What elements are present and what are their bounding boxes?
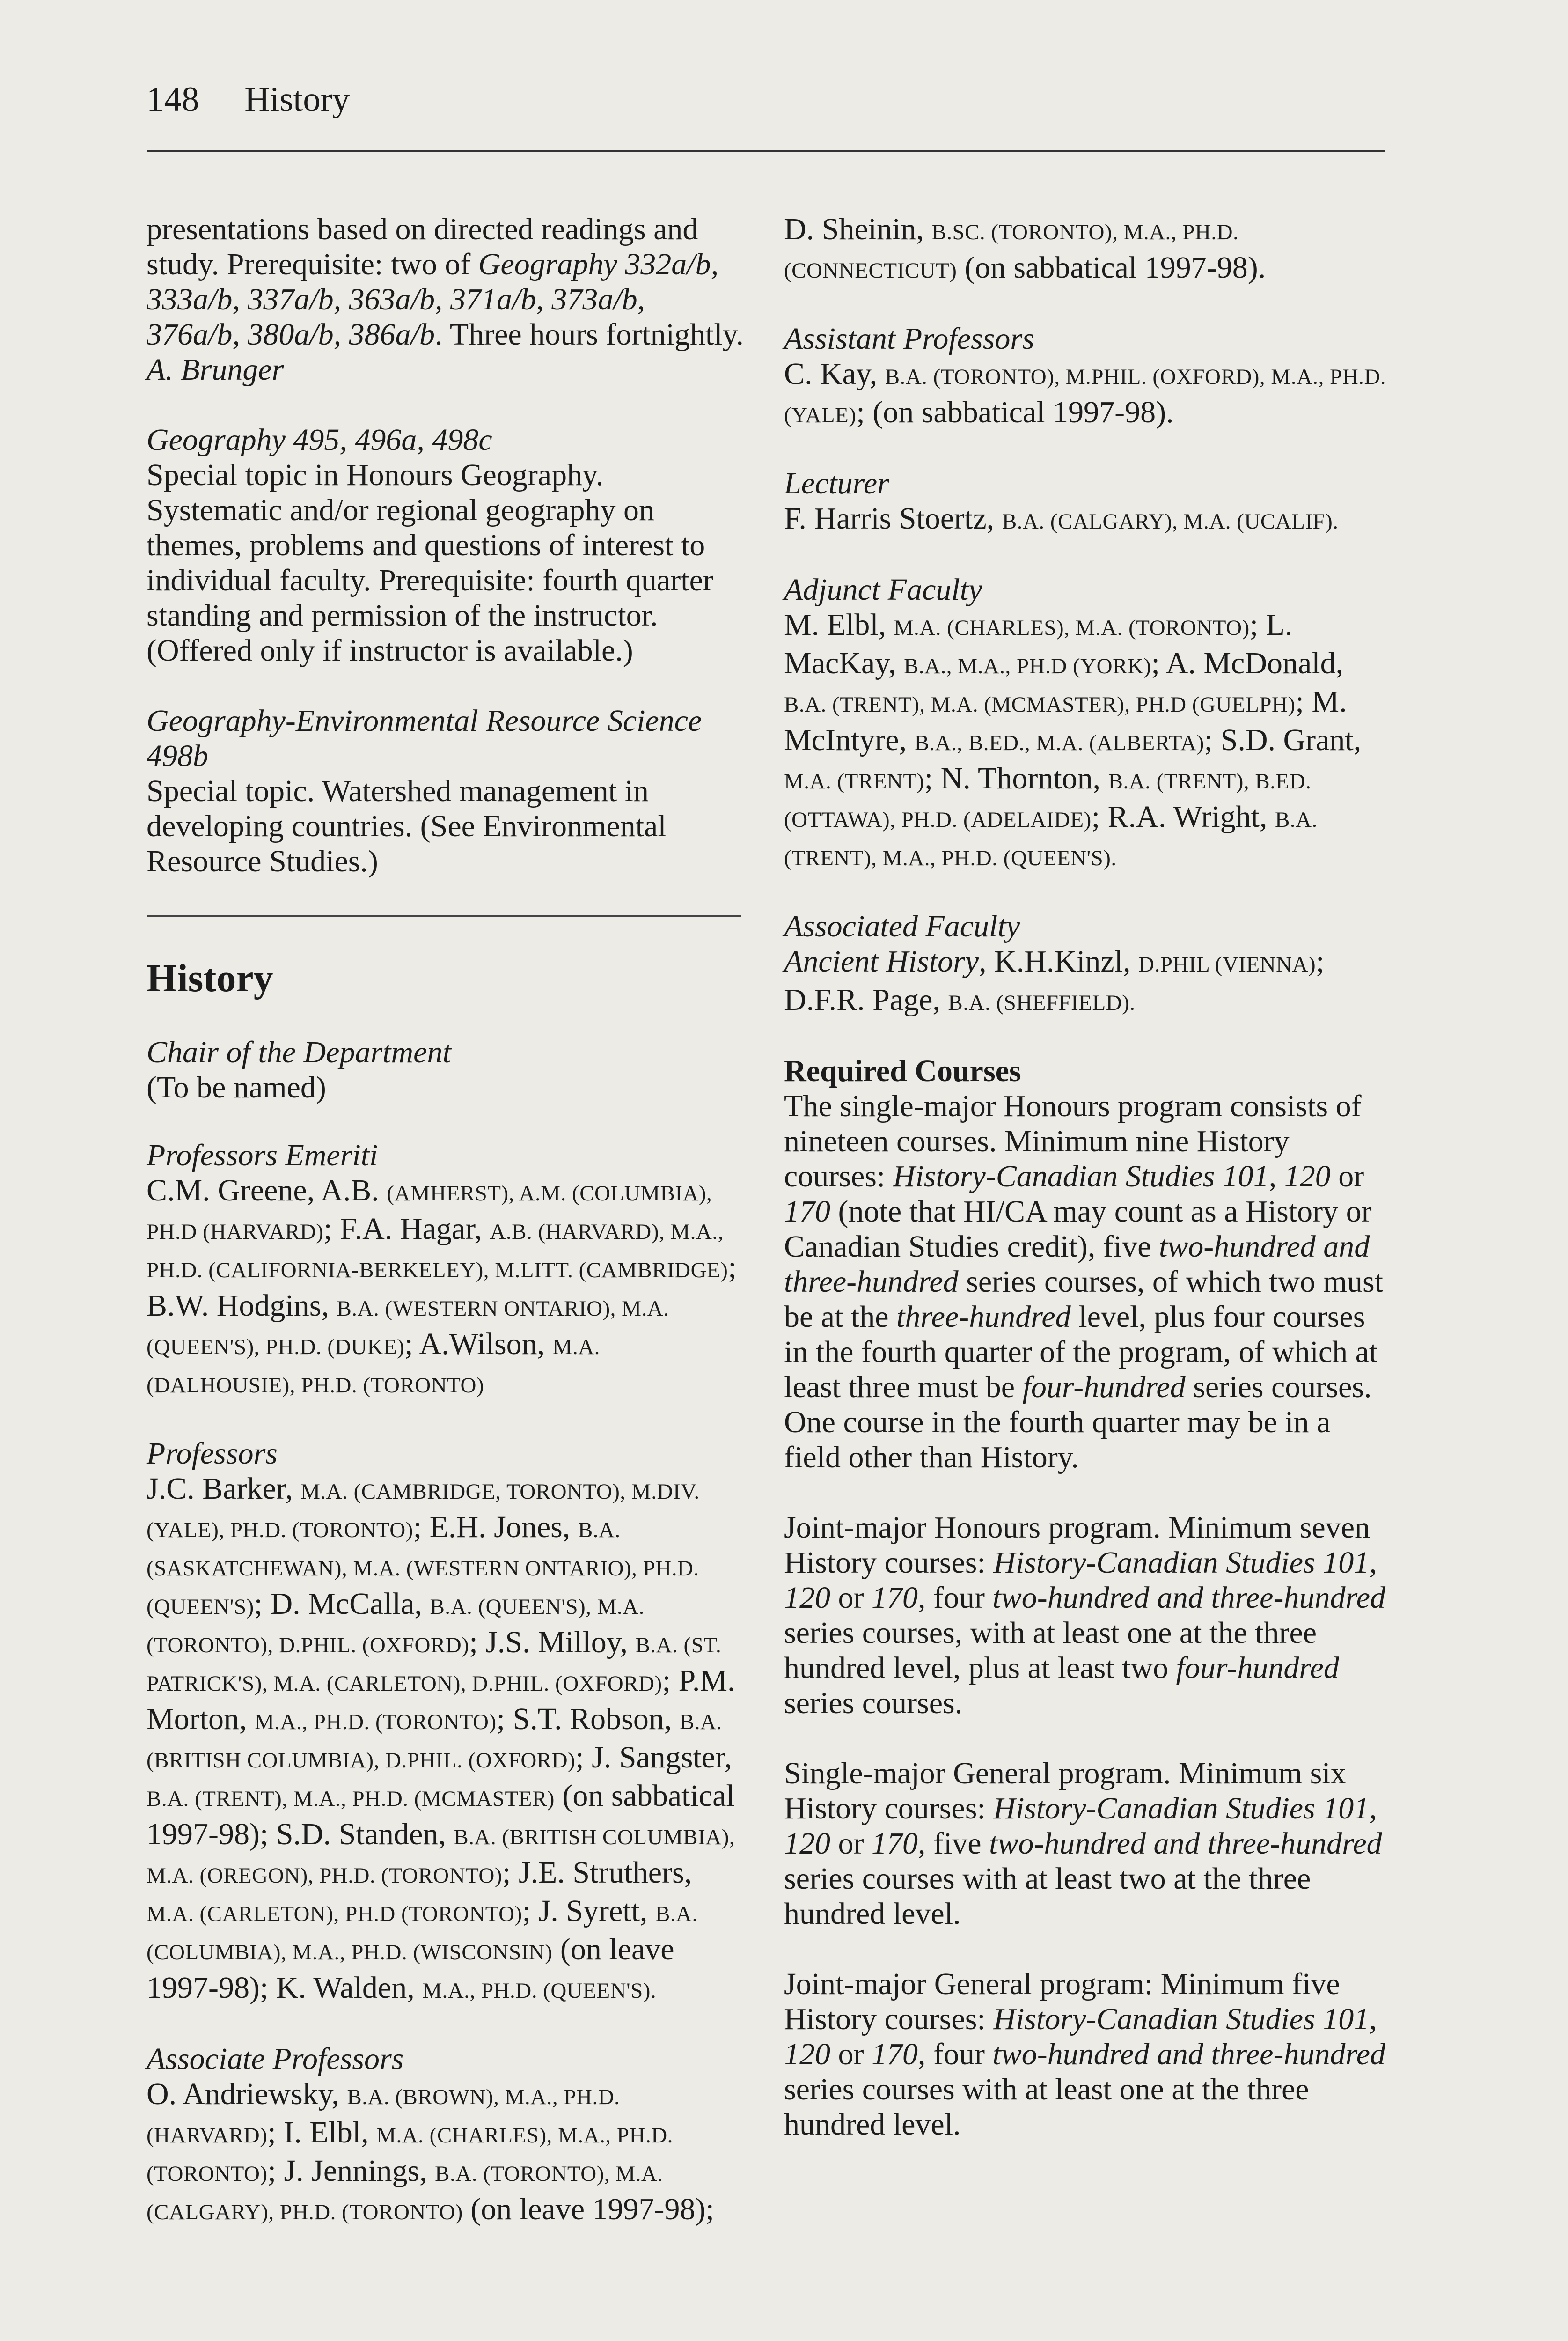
- section-divider: [147, 915, 741, 917]
- faculty-note: (on leave 1997-98): [462, 2192, 706, 2226]
- faculty-entry: [784, 212, 1266, 285]
- running-title: History: [244, 80, 350, 119]
- associated-field: Ancient History: [784, 944, 979, 979]
- faculty-credentials: B.A. (TRENT), M.A. (MCMASTER), PH.D (GUELPH): [784, 692, 1296, 717]
- faculty-name: S.T. Robson,: [513, 1702, 680, 1736]
- faculty-name: D. McCalla,: [270, 1587, 430, 1621]
- faculty-credentials: B.A. (SASKATCHEWAN), M.A. (WESTERN ONTARIO), PH.D. (QUEEN'S): [147, 1518, 699, 1619]
- faculty-separator: ;: [575, 1740, 592, 1774]
- faculty-separator: ;: [728, 1250, 737, 1284]
- chair-name: (To be named): [147, 1070, 326, 1104]
- faculty-note: ; (on sabbatical 1997-98).: [856, 395, 1174, 429]
- faculty-entry: [784, 357, 1386, 429]
- faculty-credentials: B.A. (COLUMBIA), M.A., PH.D. (WISCONSIN): [147, 1902, 698, 1965]
- faculty-credentials: M.A. (CHARLES), M.A., PH.D. (TORONTO): [147, 2123, 673, 2186]
- faculty-name: J.E. Struthers,: [518, 1855, 692, 1890]
- faculty-name: K. Walden,: [276, 1971, 423, 2005]
- faculty-note: (on leave 1997-98): [147, 1932, 674, 2005]
- faculty-name: P.M. Morton,: [147, 1664, 735, 1736]
- faculty-credentials: B.A., B.ED., M.A. (ALBERTA): [914, 731, 1204, 755]
- faculty-name: J.S. Milloy,: [485, 1625, 636, 1659]
- role-professors-emeriti: Professors Emeriti: [147, 1138, 378, 1172]
- faculty-separator: ;: [1316, 944, 1325, 979]
- faculty-separator: ;: [705, 2192, 714, 2226]
- program-single-major-general: Single-major General program. Minimum six History courses: History-Canadian Studies 101, 120 or 170, five two-hundred and three-hundred series courses with at least two at the three hundred level.: [784, 1756, 1382, 1931]
- faculty-separator: ;: [254, 1587, 271, 1621]
- faculty-credentials: D.PHIL (VIENNA): [1138, 952, 1316, 977]
- faculty-list-assistant: [784, 356, 1388, 433]
- faculty-name: E.H. Jones,: [429, 1510, 578, 1544]
- faculty-credentials: B.A. (TRENT), B.ED. (OTTAWA), PH.D. (ADELAIDE): [784, 769, 1312, 832]
- faculty-name: F.A. Hagar,: [340, 1212, 490, 1246]
- course-description-geography-495: Special topic in Honours Geography. Systematic and/or regional geography on themes, problems and questions of interest to individual faculty. Prerequisite: fourth quarter standing and permission of the instructor. (Offered only if instructor is available.): [147, 458, 713, 668]
- faculty-note: (on sabbatical 1997-98): [147, 1779, 735, 1851]
- faculty-name: B.W. Hodgins,: [147, 1288, 337, 1323]
- program-single-major-honours: The single-major Honours program consists of nineteen courses. Minimum nine History courses: History-Canadian Studies 101, 120 or 170 (note that HI/CA may count as a History or Canadian Studies credit), five two-hundred and three-hundred series courses, of which two must be at the three-hundred level, plus four courses in the fourth quarter of the program, of which at least three must be four-hundred series courses. One course in the fourth quarter may be in a field other than History.: [784, 1089, 1384, 1474]
- faculty-separator: ;: [1295, 685, 1312, 719]
- faculty-separator: ;: [267, 2154, 284, 2188]
- role-associated-faculty: Associated Faculty: [784, 909, 1020, 943]
- faculty-name: D. Sheinin,: [784, 212, 932, 246]
- faculty-credentials: B.A. (TRENT), M.A., PH.D. (MCMASTER): [147, 1787, 555, 1811]
- faculty-separator: ;: [404, 1327, 419, 1361]
- page-number: 148: [147, 80, 199, 119]
- faculty-name: N. Thornton,: [940, 761, 1108, 795]
- faculty-name: R.A. Wright,: [1107, 800, 1275, 834]
- page-header: [147, 79, 350, 121]
- faculty-credentials: M.A. (CAMBRIDGE, TORONTO), M.DIV. (YALE), PH.D. (TORONTO): [147, 1480, 700, 1542]
- faculty-credentials: M.A. (DALHOUSIE), PH.D. (TORONTO): [147, 1335, 600, 1398]
- faculty-credentials: M.A., PH.D. (QUEEN'S).: [422, 1979, 657, 2003]
- right-column: [784, 212, 1388, 2142]
- faculty-separator: ;: [469, 1625, 486, 1659]
- faculty-separator: ;: [662, 1664, 679, 1698]
- role-professors: Professors: [147, 1436, 278, 1471]
- faculty-name: C.M. Greene, A.B.: [147, 1173, 387, 1207]
- faculty-list-professors: [147, 1471, 746, 2009]
- faculty-name: O. Andriewsky,: [147, 2077, 347, 2111]
- faculty-credentials: B.A. (CALGARY), M.A. (UCALIF).: [1002, 509, 1339, 534]
- faculty-credentials: A.B. (HARVARD), M.A., PH.D. (CALIFORNIA-BERKELEY), M.LITT. (CAMBRIDGE): [147, 1220, 728, 1282]
- faculty-list-associate: [147, 2076, 746, 2230]
- faculty-separator: ;: [496, 1702, 513, 1736]
- required-courses-heading: Required Courses: [784, 1054, 1021, 1088]
- faculty-separator: ;: [1249, 608, 1266, 642]
- faculty-credentials: B.A. (TORONTO), M.PHIL. (OXFORD), M.A., PH.D. (YALE): [784, 365, 1386, 427]
- associated-faculty-entry: Ancient History, K.H.Kinzl, D.PHIL (VIENNA); D.F.R. Page, B.A. (SHEFFIELD).: [784, 944, 1325, 1017]
- faculty-separator: ;: [413, 1510, 430, 1544]
- header-rule: [147, 150, 1385, 152]
- faculty-name: A. McDonald,: [1165, 646, 1344, 680]
- faculty-name: S.D. Standen,: [276, 1817, 454, 1851]
- left-column: [147, 212, 746, 2230]
- faculty-credentials: (AMHERST), A.M. (COLUMBIA), PH.D (HARVARD): [147, 1181, 712, 1244]
- faculty-name: D.F.R. Page,: [784, 983, 948, 1017]
- faculty-separator: ;: [522, 1894, 539, 1928]
- faculty-credentials: B.A. (BRITISH COLUMBIA), D.PHIL. (OXFORD): [147, 1710, 722, 1773]
- faculty-separator: ;: [259, 1971, 276, 2005]
- program-joint-major-honours: Joint-major Honours program. Minimum seven History courses: History-Canadian Studies 101, 120 or 170, four two-hundred and three-hundred series courses, with at least one at the three hundred level, plus at least two four-hundred series courses.: [784, 1510, 1385, 1720]
- faculty-entry: [784, 608, 1266, 642]
- faculty-name: J. Syrett,: [538, 1894, 655, 1928]
- faculty-name: M. McIntyre,: [784, 685, 1347, 757]
- faculty-credentials: B.A. (BRITISH COLUMBIA), M.A. (OREGON), PH.D. (TORONTO): [147, 1825, 735, 1888]
- faculty-name: K.H.Kinzl,: [994, 944, 1139, 979]
- faculty-credentials: B.A. (TRENT), M.A., PH.D. (QUEEN'S).: [784, 808, 1318, 870]
- course-title-geography-495: Geography 495, 496a, 498c: [147, 423, 492, 457]
- role-lecturer: Lecturer: [784, 466, 889, 501]
- faculty-separator: ;: [259, 1817, 276, 1851]
- faculty-credentials: B.SC. (TORONTO), M.A., PH.D. (CONNECTICUT): [784, 220, 1239, 283]
- faculty-credentials: B.A. (SHEFFIELD).: [948, 991, 1136, 1015]
- faculty-credentials: B.A. (ST. PATRICK'S), M.A. (CARLETON), D.PHIL. (OXFORD): [147, 1633, 722, 1696]
- geography-continued-entry: presentations based on directed readings and study. Prerequisite: two of Geography 332a/b, 333a/b, 337a/b, 363a/b, 371a/b, 373a/b, 376a/b, 380a/b, 386a/b. Three hours fortnightly.: [147, 212, 744, 352]
- faculty-credentials: M.A. (CHARLES), M.A. (TORONTO): [894, 616, 1250, 640]
- faculty-entry: [784, 501, 1339, 536]
- faculty-name: J. Jennings,: [284, 2154, 435, 2188]
- faculty-entry: [784, 983, 1136, 1017]
- faculty-name: I. Elbl,: [284, 2115, 377, 2150]
- role-chair: Chair of the Department: [147, 1035, 451, 1069]
- role-assistant-professors: Assistant Professors: [784, 322, 1034, 356]
- faculty-entry: [276, 1971, 656, 2005]
- section-heading-history: History: [147, 957, 273, 1000]
- faculty-credentials: M.A., PH.D. (TORONTO): [255, 1710, 497, 1734]
- faculty-entry: [994, 944, 1324, 979]
- faculty-separator: ;: [1091, 800, 1108, 834]
- faculty-credentials: B.A. (BROWN), M.A., PH.D. (HARVARD): [147, 2085, 620, 2148]
- instructor-name: A. Brunger: [147, 353, 284, 387]
- faculty-separator: ;: [1151, 646, 1166, 680]
- faculty-list-emeriti: [147, 1173, 746, 1403]
- faculty-name: C. Kay,: [784, 357, 885, 391]
- faculty-name: J.C. Barker,: [147, 1472, 301, 1506]
- prerequisite-courses: Geography 332a/b, 333a/b, 337a/b, 363a/b, 371a/b, 373a/b, 376a/b, 380a/b, 386a/b: [147, 247, 719, 352]
- faculty-separator: ;: [1204, 723, 1221, 757]
- faculty-name: S.D. Grant,: [1220, 723, 1362, 757]
- course-description-geography-ers-498b: Special topic. Watershed management in developing countries. (See Environmental Resource Studies.): [147, 774, 667, 878]
- faculty-credentials: M.A. (TRENT): [784, 769, 924, 794]
- program-joint-major-general: Joint-major General program: Minimum five History courses: History-Canadian Studies 101, 120 or 170, four two-hundred and three-hundred series courses with at least one at the three hundred level.: [784, 1967, 1385, 2142]
- faculty-separator: ;: [502, 1855, 519, 1890]
- faculty-list-adjunct: [784, 607, 1388, 876]
- faculty-name: A.Wilson,: [419, 1327, 553, 1361]
- course-title-geography-ers-498b: Geography-Environmental Resource Science 498b: [147, 704, 702, 773]
- faculty-list-lecturer: [784, 501, 1388, 539]
- role-associate-professors: Associate Professors: [147, 2042, 404, 2076]
- faculty-credentials: B.A. (TORONTO), M.A. (CALGARY), PH.D. (TORONTO): [147, 2162, 663, 2224]
- faculty-credentials: B.A., M.A., PH.D (YORK): [903, 654, 1151, 678]
- faculty-name: F. Harris Stoertz,: [784, 501, 1002, 536]
- faculty-note: (on sabbatical 1997-98).: [957, 250, 1266, 285]
- faculty-separator: ;: [267, 2115, 284, 2150]
- faculty-credentials: B.A. (QUEEN'S), M.A. (TORONTO), D.PHIL. (OXFORD): [147, 1595, 645, 1657]
- faculty-name: J. Sangster,: [592, 1740, 732, 1774]
- faculty-name: M. Elbl,: [784, 608, 894, 642]
- faculty-list-associate-continued: [784, 212, 1388, 288]
- faculty-separator: ;: [924, 761, 941, 795]
- role-adjunct-faculty: Adjunct Faculty: [784, 573, 982, 607]
- faculty-separator: ;: [323, 1212, 340, 1246]
- faculty-credentials: B.A. (WESTERN ONTARIO), M.A. (QUEEN'S), PH.D. (DUKE): [147, 1296, 669, 1359]
- faculty-credentials: M.A. (CARLETON), PH.D (TORONTO): [147, 1902, 522, 1926]
- faculty-name: L. MacKay,: [784, 608, 1293, 680]
